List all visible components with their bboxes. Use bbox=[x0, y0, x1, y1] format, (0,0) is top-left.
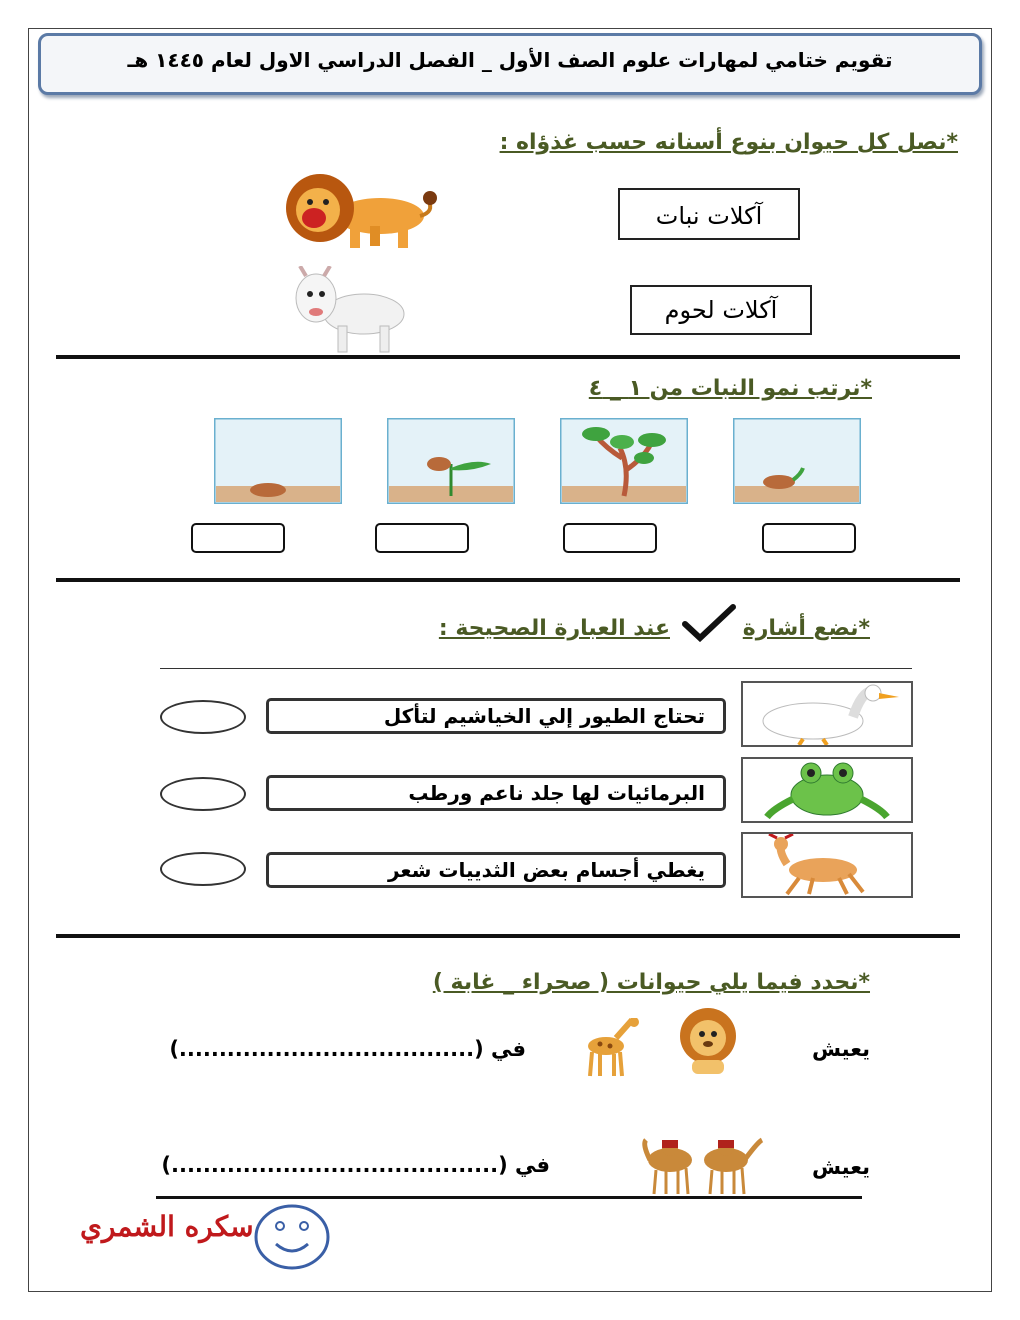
order-answer-box[interactable] bbox=[191, 523, 285, 553]
frog-icon bbox=[741, 757, 913, 823]
plant-seedling-icon bbox=[387, 418, 515, 504]
question-3-prompt-start: *نضع أشارة bbox=[742, 616, 870, 641]
question-4-prompt: *نحدد فيما يلي حيوانات ( صحراء _ غابة ) bbox=[432, 970, 870, 995]
habitat-answer-1[interactable]: في (.....................................) bbox=[169, 1037, 526, 1061]
order-answer-box[interactable] bbox=[563, 523, 657, 553]
option-herbivores: آكلات نبات bbox=[618, 188, 800, 240]
order-answer-box[interactable] bbox=[762, 523, 856, 553]
plant-sprouting-seed-icon bbox=[733, 418, 861, 504]
giraffe-icon bbox=[576, 1018, 644, 1078]
page-border bbox=[28, 28, 992, 1292]
lion-cub-icon bbox=[668, 1006, 748, 1076]
question-2-prompt: *نرتب نمو النبات من ١ _ ٤ bbox=[588, 376, 872, 401]
statement-1: تحتاج الطيور إلي الخياشيم لتأكل bbox=[266, 698, 726, 734]
section-divider bbox=[56, 355, 960, 359]
answer-oval[interactable] bbox=[160, 777, 246, 811]
goose-icon bbox=[741, 681, 913, 747]
deer-icon bbox=[741, 832, 913, 898]
answer-oval[interactable] bbox=[160, 700, 246, 734]
answer-oval[interactable] bbox=[160, 852, 246, 886]
checkmark-icon bbox=[682, 604, 736, 642]
footer-line bbox=[156, 1196, 862, 1199]
thin-divider bbox=[160, 668, 912, 669]
statement-2: البرمائيات لها جلد ناعم ورطب bbox=[266, 775, 726, 811]
order-answer-box[interactable] bbox=[375, 523, 469, 553]
goat-icon bbox=[284, 266, 416, 356]
plant-seed-icon bbox=[214, 418, 342, 504]
habitat-answer-2[interactable]: في (.........................................) bbox=[161, 1153, 550, 1177]
statement-3: يغطي أجسام بعض الثدييات شعر bbox=[266, 852, 726, 888]
teacher-signature: سكره الشمري bbox=[80, 1210, 254, 1243]
plant-tree-icon bbox=[560, 418, 688, 504]
smiley-face-icon bbox=[252, 1202, 332, 1272]
section-divider bbox=[56, 578, 960, 582]
option-carnivores: آكلات لحوم bbox=[630, 285, 812, 335]
lives-label: يعيش bbox=[812, 1037, 870, 1061]
page-title: تقويم ختامي لمهارات علوم الصف الأول _ الفصل الدراسي الاول لعام ١٤٤٥ هـ bbox=[127, 48, 893, 72]
lives-label: يعيش bbox=[812, 1155, 870, 1179]
section-divider bbox=[56, 934, 960, 938]
question-1-prompt: *نصل كل حيوان بنوع أسنانه حسب غذؤاه : bbox=[499, 130, 958, 155]
question-3-prompt-end: عند العبارة الصحيحة : bbox=[438, 616, 670, 641]
lion-icon bbox=[270, 172, 442, 252]
camels-icon bbox=[640, 1130, 770, 1198]
